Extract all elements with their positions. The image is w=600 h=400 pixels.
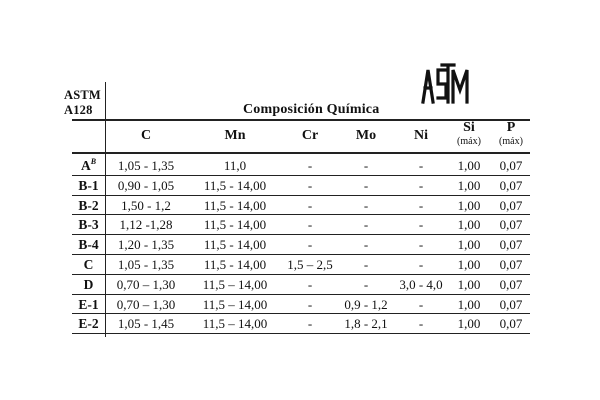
grade-label	[72, 198, 105, 214]
table-cell: 11,5 – 14,00	[202, 316, 268, 332]
row-separator	[72, 195, 530, 196]
astm-logo-icon	[420, 62, 470, 106]
row-separator	[72, 274, 530, 275]
column-header-label: Cr	[301, 128, 319, 143]
table-cell: -	[363, 237, 369, 253]
table-title: Composición Química	[243, 102, 380, 117]
table-cell: 1,50 - 1,2	[121, 197, 171, 213]
table-cell: -	[418, 237, 424, 253]
table-cell: -	[363, 197, 369, 213]
grade-name: B-2	[78, 197, 99, 213]
table-cell: 11,0	[223, 158, 247, 173]
table-cell: 3,0 - 4,0	[399, 276, 443, 292]
row-separator	[72, 254, 530, 255]
table-cell: -	[363, 217, 369, 233]
table-cell: 1,00	[457, 316, 481, 332]
table-cell: 1,20 - 1,35	[117, 237, 175, 253]
table-cell: 1,00	[457, 296, 481, 312]
table-cell: -	[307, 217, 313, 233]
standard-number: A128	[64, 103, 93, 117]
table-cell: 1,05 - 1,45	[117, 316, 175, 332]
grade-label	[72, 237, 105, 253]
table-cell: 1,00	[457, 217, 481, 233]
grade-label	[72, 257, 105, 273]
table-cell: -	[307, 158, 313, 173]
table-cell: 11,5 – 14,00	[202, 276, 268, 292]
table-cell: 0,90 - 1,05	[117, 177, 175, 193]
table-cell: 0,07	[499, 177, 523, 193]
table-cell: 1,8 - 2,1	[344, 316, 388, 332]
column-header-label: Mn	[224, 128, 246, 143]
column-header-label: C	[140, 128, 152, 143]
grade-name: D	[83, 276, 94, 292]
table-cell: 11,5 - 14,00	[203, 257, 267, 272]
table-cell: 0,07	[499, 296, 523, 312]
column-header-mo	[356, 128, 376, 144]
table-cell: -	[418, 316, 424, 332]
column-header-label: Mo	[355, 128, 377, 143]
table-cell: 1,00	[457, 237, 481, 253]
row-separator	[72, 234, 530, 235]
column-header-p	[499, 120, 523, 147]
grade-name: B-3	[78, 217, 99, 233]
grade-label	[72, 297, 105, 313]
table-cell: -	[363, 177, 369, 193]
table-cell: 11,5 - 14,00	[203, 237, 267, 253]
table-cell: 1,05 - 1,35	[117, 158, 175, 173]
column-header-label: P	[506, 120, 516, 135]
table-cell: 0,07	[499, 197, 523, 213]
table-cell: -	[307, 197, 313, 213]
grade-footnote-marker: B	[90, 157, 97, 166]
table-cell: 11,5 - 14,00	[203, 177, 267, 193]
grade-name: B-4	[78, 237, 99, 253]
table-cell: -	[418, 158, 424, 173]
table-cell: -	[307, 177, 313, 193]
grade-name: E-1	[78, 296, 99, 312]
grade-name: A	[80, 158, 91, 173]
table-cell: -	[363, 276, 369, 292]
table-cell: 0,07	[499, 276, 523, 292]
table-cell: -	[418, 217, 424, 233]
standard-designation	[64, 88, 108, 118]
table-cell: -	[418, 296, 424, 312]
table-cell: 0,9 - 1,2	[344, 296, 388, 312]
table-cell: 1,00	[457, 257, 481, 272]
grade-label	[72, 217, 105, 233]
header-bottom-rule	[72, 152, 530, 154]
table-cell: 1,00	[457, 158, 481, 173]
grade-label	[72, 158, 105, 174]
column-header-subtitle: (máx)	[499, 136, 523, 147]
table-cell: 1,00	[457, 197, 481, 213]
grade-name: C	[83, 257, 94, 272]
grade-name: E-2	[78, 316, 99, 332]
grade-label	[72, 277, 105, 293]
column-header-ni	[414, 128, 428, 144]
table-cell: -	[418, 257, 424, 272]
table-cell: 11,5 – 14,00	[202, 296, 268, 312]
table-cell: -	[418, 177, 424, 193]
table-cell: -	[363, 158, 369, 173]
column-header-si	[457, 120, 481, 147]
table-cell: 1,00	[457, 177, 481, 193]
column-header-label: Si	[463, 120, 475, 135]
table-cell: 1,5 – 2,5	[287, 257, 333, 272]
grade-name: B-1	[78, 177, 99, 193]
row-separator	[72, 294, 530, 295]
table-cell: 11,5 - 14,00	[203, 217, 267, 233]
table-cell: 0,07	[499, 217, 523, 233]
row-separator	[72, 214, 530, 215]
table-cell: 0,07	[499, 237, 523, 253]
column-header-label: Ni	[414, 128, 428, 143]
table-cell: -	[307, 276, 313, 292]
table-cell: 11,5 - 14,00	[203, 197, 267, 213]
row-separator	[72, 175, 530, 176]
table-cell: -	[418, 197, 424, 213]
table-cell: 0,07	[499, 316, 523, 332]
column-header-cr	[302, 128, 318, 144]
table-cell: 0,70 – 1,30	[116, 296, 176, 312]
table-cell: 1,12 -1,28	[119, 217, 173, 233]
table-cell: 1,05 - 1,35	[117, 257, 175, 272]
table-cell: -	[307, 296, 313, 312]
table-cell: 0,07	[499, 158, 523, 173]
table-cell: 1,00	[457, 276, 481, 292]
table-cell: 0,07	[499, 257, 523, 272]
standard-name: ASTM	[64, 88, 101, 102]
grade-label	[72, 316, 105, 332]
row-separator	[72, 333, 530, 334]
table-cell: -	[307, 316, 313, 332]
table-cell: -	[363, 257, 369, 272]
grade-label	[72, 178, 105, 194]
column-header-c	[141, 128, 151, 144]
column-header-subtitle: (máx)	[457, 136, 481, 147]
table-cell: 0,70 – 1,30	[116, 276, 176, 292]
row-separator	[72, 313, 530, 314]
column-header-mn	[225, 128, 246, 144]
table-cell: -	[307, 237, 313, 253]
